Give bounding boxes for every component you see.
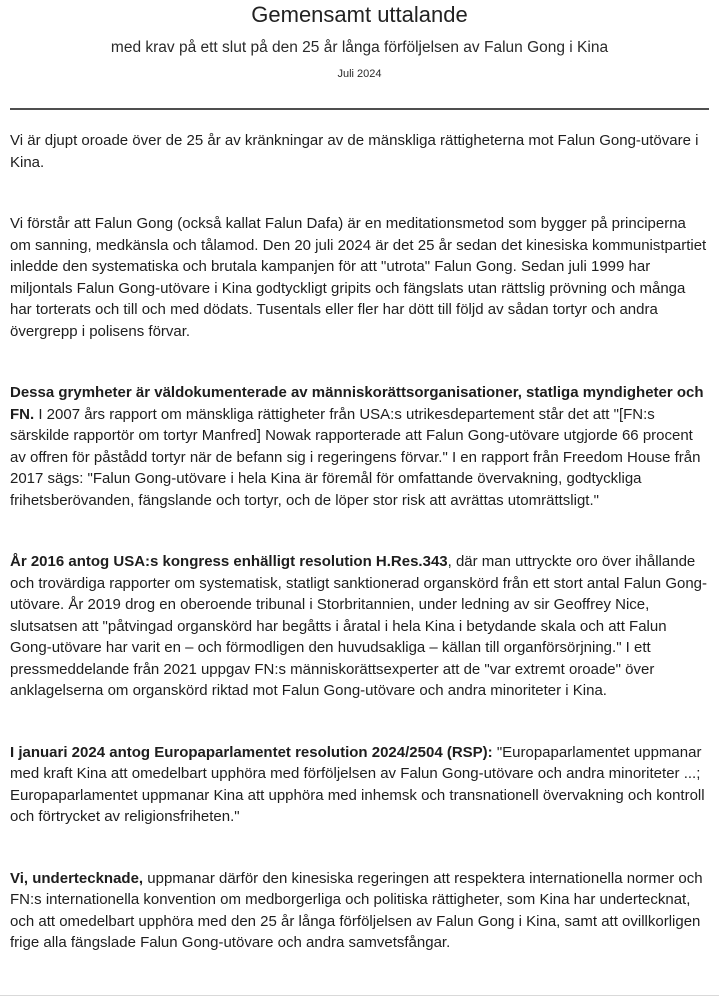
paragraph-lead: År 2016 antog USA:s kongress enhälligt resolution H.Res.343 xyxy=(10,553,448,570)
paragraph-text: I 2007 års rapport om mänskliga rättigheter från USA:s utrikesdepartement står det att "[FN:s särskilde rapportör om tortyr Manfred] Nowak rapporterade att Falun Gong-utövare utgjorde 66 procent av offren för påstådd tortyr när de befann sig i regeringens förvar." I en rapport från Freedom House från 2017 sägs: "Falun Gong-utövare i hela Kina är föremål för omfattande övervakning, godtyckliga frihetsberövanden, fängslande och tortyr, och de löper stor risk att avrättas utomrättsligt." xyxy=(10,405,701,509)
paragraph-text: , där man uttryckte oro över ihållande och trovärdiga rapporter om systematisk, statligt sanktionerad organskörd från ett stort antal Falun Gong-utövare. År 2019 drog en oberoende tribunal i Storbritannien, under ledning av sir Geoffrey Nice, slutsatsen att "påtvingad organskörd har begåtts i åratal i hela Kina i betydande skala och att Falun Gong-utövare har varit en – och förmodligen den huvudsakliga – källan till organförsörjning." I ett pressmeddelande från 2021 uppgav FN:s människorättsexperter att de "var extremt oroade" över anklagelserna om organskörd riktad mot Falun Gong-utövare och andra minoriteter i Kina. xyxy=(10,553,708,699)
paragraph-eu-resolution xyxy=(10,742,709,828)
paragraph-text: Vi är djupt oroade över de 25 år av kränkningar av de mänskliga rättigheterna mot Falun Gong-utövare i Kina. xyxy=(10,132,699,171)
paragraph-text: uppmanar därför den kinesiska regeringen att respektera internationella normer och FN:s internationella konvention om medborgerliga och politiska rättigheter, som Kina har undertecknat, och att omedelbart upphöra med den 25 år långa förföljelsen av Falun Gong i Kina, samt att ovillkorligen frige alla fängslade Falun Gong-utövare och andra samvetsfångar. xyxy=(10,869,703,951)
document-date: Juli 2024 xyxy=(337,68,382,80)
paragraph-background xyxy=(10,213,709,342)
document-subtitle: med krav på ett slut på den 25 år långa förföljelsen av Falun Gong i Kina xyxy=(110,39,609,56)
paragraph-text: Vi förstår att Falun Gong (också kallat Falun Dafa) är en meditationsmetod som bygger på principerna om sanning, medkänsla och tålamod. Den 20 juli 2024 är det 25 år sedan det kinesiska kommunistpartiet inledde den systematiska och brutala kampanjen för att "utrota" Falun Gong. Sedan juli 1999 har miljontals Falun Gong-utövare i Kina godtyckligt gripits och fängslats utan rättslig prövning och många har torterats och till och med dödats. Tusentals eller fler har dött till följd av sådan tortyr och andra övergrepp i polisens förvar. xyxy=(10,215,707,340)
bottom-divider xyxy=(0,995,719,996)
document-title: Gemensamt uttalande xyxy=(251,2,468,27)
paragraph-intro xyxy=(10,130,709,173)
paragraph-lead: I januari 2024 antog Europaparlamentet resolution 2024/2504 (RSP): xyxy=(10,743,493,761)
paragraph-resolution-hres343 xyxy=(10,551,709,702)
document-page xyxy=(0,2,719,954)
paragraph-documentation xyxy=(10,382,709,511)
paragraph-call-to-action xyxy=(10,868,709,954)
header-divider xyxy=(10,108,709,110)
paragraph-lead: Vi, undertecknade, xyxy=(10,869,144,887)
document-body xyxy=(10,130,709,954)
paragraph-text: "Europaparlamentet uppmanar med kraft Kina att omedelbart upphöra med förföljelsen av Falun Gong-utövare och andra minoriteter ...; Europaparlamentet uppmanar Kina att upphöra med inhemsk och transnationell övervakning och kontroll och förtrycket av religionsfriheten." xyxy=(10,743,705,825)
paragraph-lead: Dessa grymheter är väldokumenterade av människorättsorganisationer, statliga myndigheter och FN. xyxy=(10,384,704,423)
